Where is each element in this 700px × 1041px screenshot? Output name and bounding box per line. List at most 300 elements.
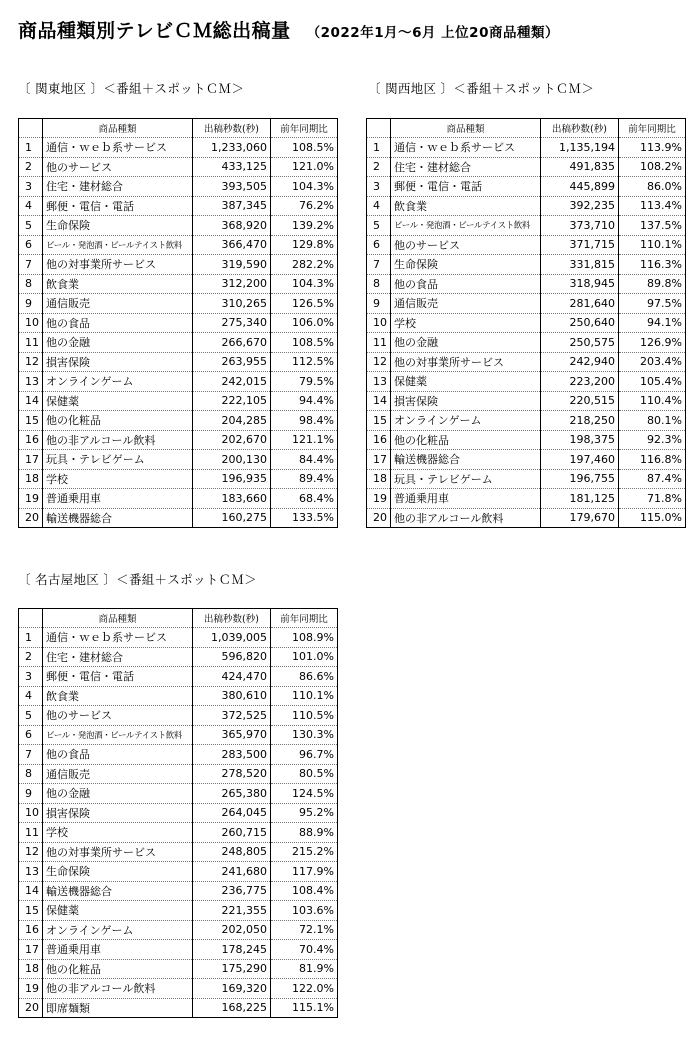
- table-row: [19, 959, 338, 979]
- category-cell: 他の非アルコール飲料: [391, 508, 541, 528]
- rank-cell: 5: [367, 216, 391, 236]
- table-row: [367, 255, 686, 275]
- seconds-cell: 242,015: [193, 372, 271, 392]
- seconds-cell: 160,275: [193, 508, 271, 528]
- table-row: [367, 391, 686, 411]
- rank-cell: 19: [19, 489, 43, 509]
- table-row: [19, 940, 338, 960]
- rank-cell: 2: [367, 157, 391, 177]
- category-cell: 普通乗用車: [43, 489, 193, 509]
- table-row: [19, 842, 338, 862]
- table-row: [19, 469, 338, 489]
- rank-cell: 7: [19, 745, 43, 765]
- header-category: 商品種類: [391, 119, 541, 138]
- yoy-cell: 86.6%: [271, 667, 338, 687]
- category-cell: 輸送機器総合: [43, 508, 193, 528]
- category-cell: 他の金融: [391, 333, 541, 353]
- seconds-cell: 196,935: [193, 469, 271, 489]
- yoy-cell: 80.5%: [271, 764, 338, 784]
- seconds-cell: 181,125: [541, 489, 619, 509]
- category-cell: 他の化粧品: [43, 959, 193, 979]
- category-cell: 他の対事業所サービス: [43, 842, 193, 862]
- rank-cell: 6: [19, 235, 43, 255]
- yoy-cell: 97.5%: [619, 294, 686, 314]
- yoy-cell: 108.2%: [619, 157, 686, 177]
- header-yoy: 前年同期比: [619, 119, 686, 138]
- category-cell: 郵便・電信・電話: [43, 667, 193, 687]
- table-row: [19, 216, 338, 236]
- category-cell: オンラインゲーム: [391, 411, 541, 431]
- rank-cell: 12: [19, 352, 43, 372]
- table-row: [367, 411, 686, 431]
- rank-cell: 18: [19, 469, 43, 489]
- category-cell: 保健薬: [43, 901, 193, 921]
- yoy-cell: 89.8%: [619, 274, 686, 294]
- header-yoy: 前年同期比: [271, 119, 338, 138]
- rank-cell: 7: [19, 255, 43, 275]
- table-row: [19, 138, 338, 158]
- kanto-ranking-table: [18, 118, 338, 528]
- table-row: [19, 998, 338, 1018]
- category-cell: 損害保険: [391, 391, 541, 411]
- table-header-row: [19, 609, 338, 628]
- page-title: [18, 16, 559, 43]
- seconds-cell: 168,225: [193, 998, 271, 1018]
- table-row: [19, 489, 338, 509]
- yoy-cell: 139.2%: [271, 216, 338, 236]
- rank-cell: 10: [19, 313, 43, 333]
- category-cell: 通信販売: [43, 764, 193, 784]
- yoy-cell: 129.8%: [271, 235, 338, 255]
- yoy-cell: 108.5%: [271, 333, 338, 353]
- seconds-cell: 178,245: [193, 940, 271, 960]
- category-cell: 普通乗用車: [43, 940, 193, 960]
- table-row: [19, 628, 338, 648]
- rank-cell: 9: [367, 294, 391, 314]
- table-row: [19, 411, 338, 431]
- yoy-cell: 116.3%: [619, 255, 686, 275]
- category-cell: 他のサービス: [43, 157, 193, 177]
- table-row: [19, 450, 338, 470]
- category-cell: 玩具・テレビゲーム: [391, 469, 541, 489]
- seconds-cell: 220,515: [541, 391, 619, 411]
- rank-cell: 14: [367, 391, 391, 411]
- table-row: [19, 706, 338, 726]
- table-row: [19, 177, 338, 197]
- yoy-cell: 98.4%: [271, 411, 338, 431]
- table-row: [367, 196, 686, 216]
- rank-cell: 5: [19, 216, 43, 236]
- rank-cell: 13: [19, 372, 43, 392]
- rank-cell: 1: [367, 138, 391, 158]
- rank-cell: 4: [19, 686, 43, 706]
- category-cell: 住宅・建材総合: [43, 177, 193, 197]
- rank-cell: 4: [367, 196, 391, 216]
- rank-cell: 19: [19, 979, 43, 999]
- rank-cell: 17: [19, 940, 43, 960]
- table-row: [367, 274, 686, 294]
- rank-cell: 12: [367, 352, 391, 372]
- category-cell: 通信・ｗｅｂ系サービス: [43, 628, 193, 648]
- seconds-cell: 1,039,005: [193, 628, 271, 648]
- yoy-cell: 96.7%: [271, 745, 338, 765]
- table-row: [19, 764, 338, 784]
- table-row: [367, 508, 686, 528]
- rank-cell: 4: [19, 196, 43, 216]
- category-cell: 飲食業: [43, 686, 193, 706]
- page-title-main: 商品種類別テレビＣＭ総出稿量: [18, 20, 291, 42]
- rank-cell: 18: [19, 959, 43, 979]
- category-cell: 他の食品: [43, 745, 193, 765]
- rank-cell: 13: [19, 862, 43, 882]
- header-yoy: 前年同期比: [271, 609, 338, 628]
- yoy-cell: 87.4%: [619, 469, 686, 489]
- table-row: [19, 686, 338, 706]
- header-seconds: 出稿秒数(秒): [193, 119, 271, 138]
- category-cell: 他の食品: [43, 313, 193, 333]
- yoy-cell: 71.8%: [619, 489, 686, 509]
- rank-cell: 1: [19, 628, 43, 648]
- rank-cell: 17: [19, 450, 43, 470]
- rank-cell: 8: [367, 274, 391, 294]
- yoy-cell: 81.9%: [271, 959, 338, 979]
- table-row: [367, 216, 686, 236]
- table-row: [19, 920, 338, 940]
- header-seconds: 出稿秒数(秒): [193, 609, 271, 628]
- seconds-cell: 1,135,194: [541, 138, 619, 158]
- seconds-cell: 366,470: [193, 235, 271, 255]
- rank-cell: 17: [367, 450, 391, 470]
- yoy-cell: 79.5%: [271, 372, 338, 392]
- rank-cell: 18: [367, 469, 391, 489]
- yoy-cell: 76.2%: [271, 196, 338, 216]
- rank-cell: 7: [367, 255, 391, 275]
- yoy-cell: 113.9%: [619, 138, 686, 158]
- seconds-cell: 218,250: [541, 411, 619, 431]
- rank-cell: 16: [367, 430, 391, 450]
- seconds-cell: 1,233,060: [193, 138, 271, 158]
- table-header-row: [367, 119, 686, 138]
- table-row: [367, 235, 686, 255]
- rank-cell: 9: [19, 294, 43, 314]
- rank-cell: 10: [367, 313, 391, 333]
- table-row: [19, 745, 338, 765]
- table-row: [19, 862, 338, 882]
- yoy-cell: 84.4%: [271, 450, 338, 470]
- table-row: [19, 508, 338, 528]
- rank-cell: 15: [19, 411, 43, 431]
- yoy-cell: 110.5%: [271, 706, 338, 726]
- seconds-cell: 200,130: [193, 450, 271, 470]
- yoy-cell: 126.5%: [271, 294, 338, 314]
- yoy-cell: 112.5%: [271, 352, 338, 372]
- header-rank: [367, 119, 391, 138]
- header-rank: [19, 119, 43, 138]
- seconds-cell: 222,105: [193, 391, 271, 411]
- category-cell: 損害保険: [43, 803, 193, 823]
- rank-cell: 12: [19, 842, 43, 862]
- table-row: [367, 313, 686, 333]
- seconds-cell: 169,320: [193, 979, 271, 999]
- yoy-cell: 101.0%: [271, 647, 338, 667]
- rank-cell: 14: [19, 881, 43, 901]
- table-row: [19, 725, 338, 745]
- category-cell: 保健薬: [391, 372, 541, 392]
- rank-cell: 10: [19, 803, 43, 823]
- seconds-cell: 372,525: [193, 706, 271, 726]
- category-cell: 生命保険: [43, 216, 193, 236]
- rank-cell: 19: [367, 489, 391, 509]
- table-row: [367, 138, 686, 158]
- table-row: [367, 157, 686, 177]
- yoy-cell: 105.4%: [619, 372, 686, 392]
- seconds-cell: 202,050: [193, 920, 271, 940]
- seconds-cell: 365,970: [193, 725, 271, 745]
- yoy-cell: 72.1%: [271, 920, 338, 940]
- category-cell: 即席麺類: [43, 998, 193, 1018]
- yoy-cell: 126.9%: [619, 333, 686, 353]
- header-rank: [19, 609, 43, 628]
- yoy-cell: 86.0%: [619, 177, 686, 197]
- yoy-cell: 95.2%: [271, 803, 338, 823]
- seconds-cell: 202,670: [193, 430, 271, 450]
- seconds-cell: 265,380: [193, 784, 271, 804]
- yoy-cell: 103.6%: [271, 901, 338, 921]
- yoy-cell: 124.5%: [271, 784, 338, 804]
- category-cell: 学校: [391, 313, 541, 333]
- seconds-cell: 424,470: [193, 667, 271, 687]
- category-cell: 通信・ｗｅｂ系サービス: [43, 138, 193, 158]
- rank-cell: 3: [19, 667, 43, 687]
- seconds-cell: 175,290: [193, 959, 271, 979]
- seconds-cell: 241,680: [193, 862, 271, 882]
- yoy-cell: 80.1%: [619, 411, 686, 431]
- header-category: 商品種類: [43, 609, 193, 628]
- yoy-cell: 137.5%: [619, 216, 686, 236]
- table-row: [19, 803, 338, 823]
- table-row: [19, 667, 338, 687]
- header-category: 商品種類: [43, 119, 193, 138]
- yoy-cell: 110.4%: [619, 391, 686, 411]
- seconds-cell: 371,715: [541, 235, 619, 255]
- rank-cell: 2: [19, 157, 43, 177]
- yoy-cell: 94.4%: [271, 391, 338, 411]
- category-cell: 学校: [43, 823, 193, 843]
- seconds-cell: 250,640: [541, 313, 619, 333]
- rank-cell: 9: [19, 784, 43, 804]
- category-cell: 他の食品: [391, 274, 541, 294]
- yoy-cell: 68.4%: [271, 489, 338, 509]
- table-row: [19, 274, 338, 294]
- category-cell: 他の化粧品: [43, 411, 193, 431]
- seconds-cell: 250,575: [541, 333, 619, 353]
- yoy-cell: 92.3%: [619, 430, 686, 450]
- table-row: [19, 430, 338, 450]
- table-row: [19, 196, 338, 216]
- category-cell: 学校: [43, 469, 193, 489]
- category-cell: 他の金融: [43, 784, 193, 804]
- nagoya-ranking-table: [18, 608, 338, 1018]
- table-row: [367, 177, 686, 197]
- seconds-cell: 223,200: [541, 372, 619, 392]
- yoy-cell: 106.0%: [271, 313, 338, 333]
- rank-cell: 3: [367, 177, 391, 197]
- table-row: [19, 881, 338, 901]
- seconds-cell: 318,945: [541, 274, 619, 294]
- seconds-cell: 183,660: [193, 489, 271, 509]
- seconds-cell: 275,340: [193, 313, 271, 333]
- seconds-cell: 221,355: [193, 901, 271, 921]
- rank-cell: 6: [19, 725, 43, 745]
- seconds-cell: 196,755: [541, 469, 619, 489]
- seconds-cell: 433,125: [193, 157, 271, 177]
- yoy-cell: 215.2%: [271, 842, 338, 862]
- table-row: [367, 294, 686, 314]
- category-cell: 保健薬: [43, 391, 193, 411]
- rank-cell: 20: [367, 508, 391, 528]
- category-cell: 生命保険: [391, 255, 541, 275]
- yoy-cell: 117.9%: [271, 862, 338, 882]
- seconds-cell: 236,775: [193, 881, 271, 901]
- seconds-cell: 368,920: [193, 216, 271, 236]
- seconds-cell: 179,670: [541, 508, 619, 528]
- table-row: [19, 255, 338, 275]
- table-row: [19, 352, 338, 372]
- seconds-cell: 264,045: [193, 803, 271, 823]
- yoy-cell: 203.4%: [619, 352, 686, 372]
- yoy-cell: 89.4%: [271, 469, 338, 489]
- yoy-cell: 70.4%: [271, 940, 338, 960]
- seconds-cell: 263,955: [193, 352, 271, 372]
- category-cell: ビール・発泡酒・ビールテイスト飲料: [391, 216, 541, 236]
- table-row: [19, 901, 338, 921]
- seconds-cell: 248,805: [193, 842, 271, 862]
- rank-cell: 16: [19, 920, 43, 940]
- table-row: [19, 979, 338, 999]
- category-cell: 郵便・電信・電話: [391, 177, 541, 197]
- seconds-cell: 491,835: [541, 157, 619, 177]
- table-row: [367, 469, 686, 489]
- yoy-cell: 94.1%: [619, 313, 686, 333]
- table-row: [367, 450, 686, 470]
- seconds-cell: 266,670: [193, 333, 271, 353]
- yoy-cell: 115.0%: [619, 508, 686, 528]
- category-cell: 他の非アルコール飲料: [43, 979, 193, 999]
- yoy-cell: 133.5%: [271, 508, 338, 528]
- seconds-cell: 373,710: [541, 216, 619, 236]
- yoy-cell: 121.0%: [271, 157, 338, 177]
- table-row: [19, 372, 338, 392]
- yoy-cell: 108.4%: [271, 881, 338, 901]
- rank-cell: 20: [19, 998, 43, 1018]
- rank-cell: 14: [19, 391, 43, 411]
- table-row: [19, 333, 338, 353]
- category-cell: 生命保険: [43, 862, 193, 882]
- table-row: [367, 430, 686, 450]
- nagoya-region-label: 〔 名古屋地区 〕＜番組＋スポットＣＭ＞: [18, 572, 257, 587]
- category-cell: 他の金融: [43, 333, 193, 353]
- rank-cell: 16: [19, 430, 43, 450]
- category-cell: 郵便・電信・電話: [43, 196, 193, 216]
- category-cell: 通信販売: [43, 294, 193, 314]
- kansai-ranking-table: [366, 118, 686, 528]
- rank-cell: 13: [367, 372, 391, 392]
- category-cell: ビール・発泡酒・ビールテイスト飲料: [43, 725, 193, 745]
- table-row: [367, 333, 686, 353]
- table-row: [19, 391, 338, 411]
- yoy-cell: 104.3%: [271, 274, 338, 294]
- category-cell: 輸送機器総合: [391, 450, 541, 470]
- seconds-cell: 204,285: [193, 411, 271, 431]
- seconds-cell: 242,940: [541, 352, 619, 372]
- category-cell: 輸送機器総合: [43, 881, 193, 901]
- category-cell: 通信・ｗｅｂ系サービス: [391, 138, 541, 158]
- rank-cell: 5: [19, 706, 43, 726]
- category-cell: 損害保険: [43, 352, 193, 372]
- rank-cell: 15: [367, 411, 391, 431]
- table-row: [19, 313, 338, 333]
- category-cell: 他のサービス: [43, 706, 193, 726]
- seconds-cell: 198,375: [541, 430, 619, 450]
- table-row: [19, 823, 338, 843]
- seconds-cell: 387,345: [193, 196, 271, 216]
- seconds-cell: 392,235: [541, 196, 619, 216]
- header-seconds: 出稿秒数(秒): [541, 119, 619, 138]
- yoy-cell: 108.5%: [271, 138, 338, 158]
- category-cell: オンラインゲーム: [43, 920, 193, 940]
- yoy-cell: 115.1%: [271, 998, 338, 1018]
- rank-cell: 11: [19, 333, 43, 353]
- table-row: [19, 784, 338, 804]
- category-cell: 住宅・建材総合: [43, 647, 193, 667]
- category-cell: 通信販売: [391, 294, 541, 314]
- table-row: [367, 372, 686, 392]
- seconds-cell: 312,200: [193, 274, 271, 294]
- rank-cell: 6: [367, 235, 391, 255]
- table-row: [19, 294, 338, 314]
- rank-cell: 8: [19, 274, 43, 294]
- rank-cell: 1: [19, 138, 43, 158]
- yoy-cell: 282.2%: [271, 255, 338, 275]
- table-row: [19, 235, 338, 255]
- rank-cell: 11: [19, 823, 43, 843]
- seconds-cell: 331,815: [541, 255, 619, 275]
- table-row: [367, 489, 686, 509]
- category-cell: 他の化粧品: [391, 430, 541, 450]
- seconds-cell: 197,460: [541, 450, 619, 470]
- seconds-cell: 445,899: [541, 177, 619, 197]
- category-cell: 他の対事業所サービス: [43, 255, 193, 275]
- yoy-cell: 110.1%: [619, 235, 686, 255]
- seconds-cell: 283,500: [193, 745, 271, 765]
- yoy-cell: 122.0%: [271, 979, 338, 999]
- rank-cell: 8: [19, 764, 43, 784]
- category-cell: 飲食業: [391, 196, 541, 216]
- category-cell: 飲食業: [43, 274, 193, 294]
- kanto-region-label: 〔 関東地区 〕＜番組＋スポットＣＭ＞: [18, 81, 245, 96]
- seconds-cell: 260,715: [193, 823, 271, 843]
- kansai-region-label: 〔 関西地区 〕＜番組＋スポットＣＭ＞: [368, 81, 595, 96]
- table-row: [19, 157, 338, 177]
- yoy-cell: 121.1%: [271, 430, 338, 450]
- seconds-cell: 310,265: [193, 294, 271, 314]
- yoy-cell: 108.9%: [271, 628, 338, 648]
- table-row: [19, 647, 338, 667]
- rank-cell: 2: [19, 647, 43, 667]
- yoy-cell: 88.9%: [271, 823, 338, 843]
- seconds-cell: 596,820: [193, 647, 271, 667]
- category-cell: 玩具・テレビゲーム: [43, 450, 193, 470]
